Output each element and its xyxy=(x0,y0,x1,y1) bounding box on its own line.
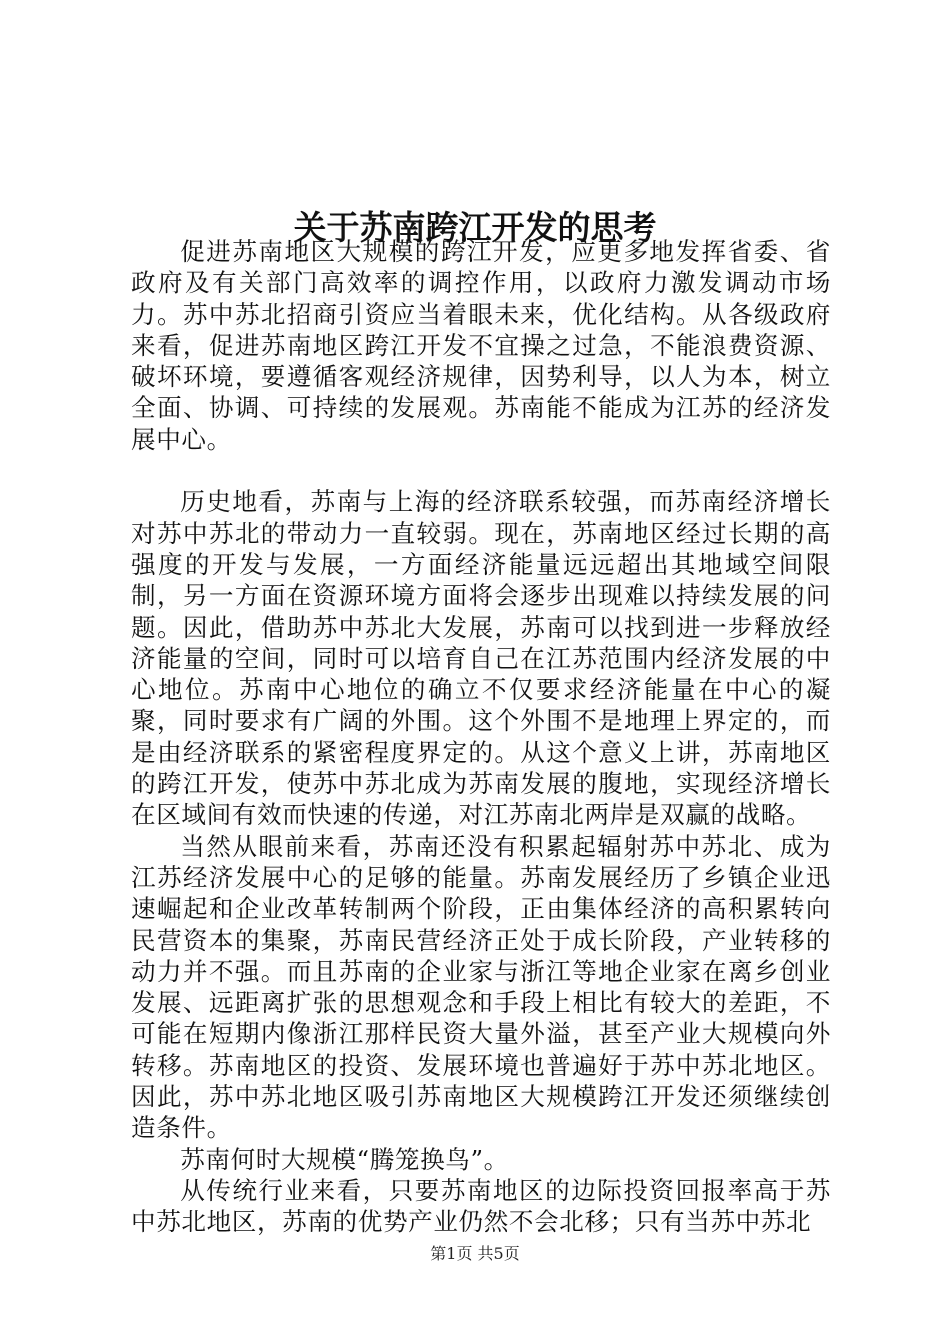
paragraph-2: 历史地看，苏南与上海的经济联系较强，而苏南经济增长对苏中苏北的带动力一直较弱。现在，苏南地区经过长期的高强度的开发与发展，一方面经济能量远远超出其地域空间限制，另一方面在资源环境方面将会逐步出现难以持续发展的问题。因此，借助苏中苏北大发展，苏南可以找到进一步释放经济能量的空间，同时可以培育自己在江苏范围内经济发展的中心地位。苏南中心地位的确立不仅要求经济能量在中心的凝聚，同时要求有广阔的外围。这个外围不是地理上界定的，而是由经济联系的紧密程度界定的。从这个意义上讲，苏南地区的跨江开发，使苏中苏北成为苏南发展的腹地，实现经济增长在区域间有效而快速的传递，对江苏南北两岸是双赢的战略。 xyxy=(131,487,831,830)
document-body xyxy=(131,236,831,1238)
paragraph-4: 苏南何时大规模“腾笼换鸟”。 xyxy=(180,1144,509,1174)
paragraph-3: 当然从眼前来看，苏南还没有积累起辐射苏中苏北、成为江苏经济发展中心的足够的能量。苏南发展经历了乡镇企业迅速崛起和企业改革转制两个阶段，正由集体经济的高积累转向民营资本的集聚，苏南民营经济正处于成长阶段，产业转移的动力并不强。而且苏南的企业家与浙江等地企业家在离乡创业发展、远距离扩张的思想观念和手段上相比有较大的差距，不可能在短期内像浙江那样民资大量外溢，甚至产业大规模向外转移。苏南地区的投资、发展环境也普遍好于苏中苏北地区。因此，苏中苏北地区吸引苏南地区大规模跨江开发还须继续创造条件。 xyxy=(131,831,831,1143)
paragraph-5: 从传统行业来看，只要苏南地区的边际投资回报率高于苏中苏北地区，苏南的优势产业仍然不会北移；只有当苏中苏北 xyxy=(131,1175,831,1237)
paragraph-1: 促进苏南地区大规模的跨江开发，应更多地发挥省委、省政府及有关部门高效率的调控作用，以政府力激发调动市场力。苏中苏北招商引资应当着眼未来，优化结构。从各级政府来看，促进苏南地区跨江开发不宜操之过急，不能浪费资源、破坏环境，要遵循客观经济规律，因势利导，以人为本，树立全面、协调、可持续的发展观。苏南能不能成为江苏的经济发展中心。 xyxy=(131,237,831,454)
document-title: 关于苏南跨江开发的思考 xyxy=(293,208,657,248)
page-footer: 第1页 共5页 xyxy=(430,1244,520,1263)
paragraph-gap xyxy=(131,455,831,486)
